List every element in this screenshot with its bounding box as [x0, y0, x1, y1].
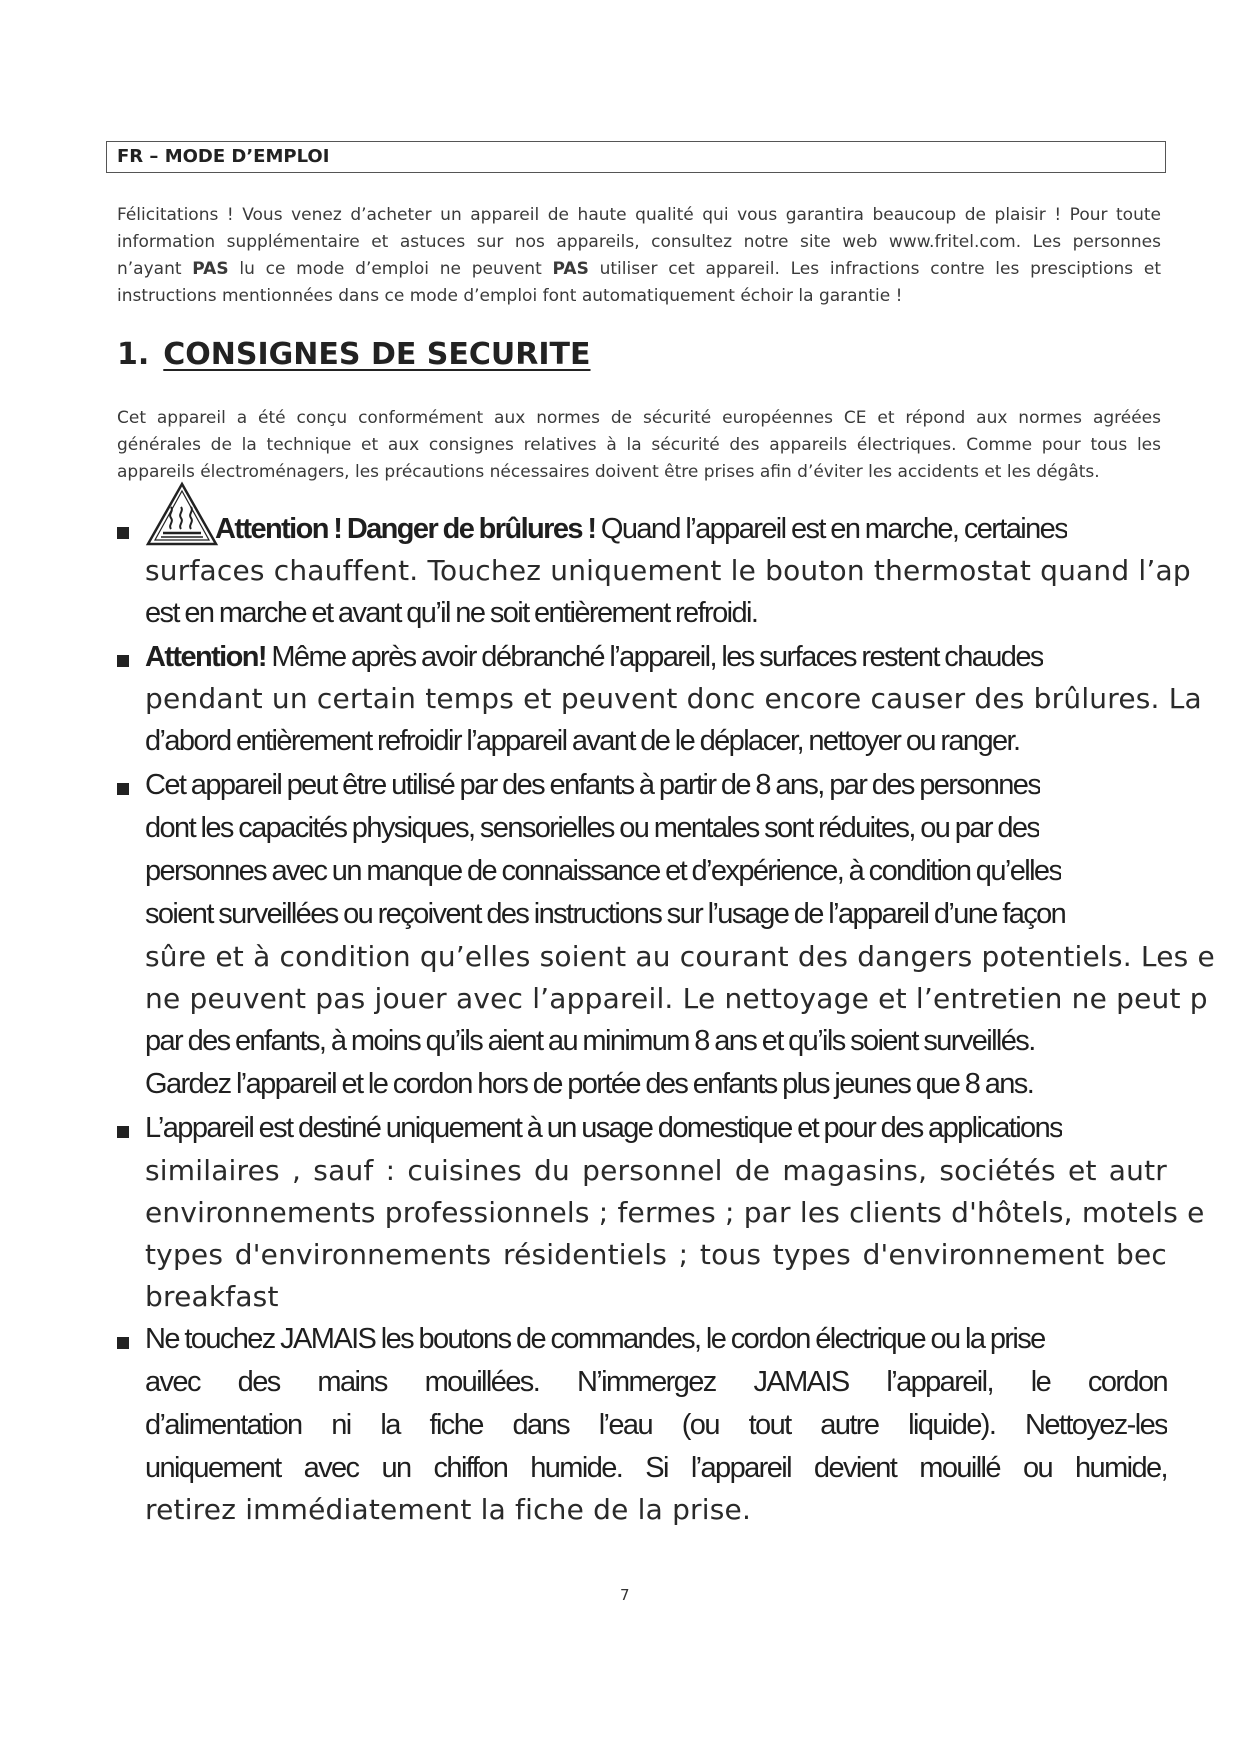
bullet-3-line: dont les capacités physiques, sensorielles ou mentales sont réduites, ou par des — [145, 812, 1040, 844]
bullet-4-line: similaires , sauf : cuisines du personnel de magasins, sociétés et autr — [145, 1154, 1167, 1187]
section-number: 1. — [117, 337, 150, 372]
bullet-2-line: Attention! Même après avoir débranché l’appareil, les surfaces restent chaudes — [145, 641, 1043, 673]
safety-intro-line: générales de la technique et aux consignes relatives à la sécurité des appareils électriques. Comme pour tous les — [117, 435, 1161, 455]
bullet-4-line: breakfast — [145, 1280, 279, 1313]
bullet-marker — [117, 783, 129, 795]
bullet-3-line: par des enfants, à moins qu’ils aient au minimum 8 ans et qu’ils soient surveillés. — [145, 1025, 1035, 1057]
bullet-5-line: Ne touchez JAMAIS les boutons de commandes, le cordon électrique ou la prise — [145, 1323, 1045, 1355]
page-number: 7 — [620, 1586, 630, 1604]
bullet-3-line: personnes avec un manque de connaissance et d’expérience, à condition qu’elles — [145, 855, 1062, 887]
bullet-marker — [117, 527, 129, 539]
hot-surface-warning-icon — [145, 481, 219, 547]
bullet-2-line: d’abord entièrement refroidir l’appareil avant de le déplacer, nettoyer ou ranger. — [145, 725, 1020, 757]
safety-intro-line: appareils électroménagers, les précautions nécessaires doivent être prises afin d’éviter les accidents et les dégâts. — [117, 462, 1100, 482]
intro-line: instructions mentionnées dans ce mode d’emploi font automatiquement échoir la garantie ! — [117, 286, 903, 306]
bullet-5-line: retirez immédiatement la fiche de la prise. — [145, 1493, 752, 1526]
emphasis: PAS — [552, 259, 589, 279]
bullet-3-line: Cet appareil peut être utilisé par des enfants à partir de 8 ans, par des personnes — [145, 769, 1041, 801]
safety-intro-line: Cet appareil a été conçu conformément aux normes de sécurité européennes CE et répond aux normes agréées — [117, 408, 1161, 428]
safety-intro-paragraph — [117, 405, 1161, 486]
bullet-3-line: Gardez l’appareil et le cordon hors de portée des enfants plus jeunes que 8 ans. — [145, 1068, 1034, 1100]
bullet-5-line: d’alimentation ni la fiche dans l’eau (ou tout autre liquide). Nettoyez-les — [145, 1409, 1167, 1441]
intro-line: Félicitations ! Vous venez d’acheter un appareil de haute qualité qui vous garantira beaucoup de plaisir ! Pour toute — [117, 205, 1161, 225]
bullet-3-line: ne peuvent pas jouer avec l’appareil. Le nettoyage et l’entretien ne peut p — [145, 982, 1208, 1015]
bullet-3-line: sûre et à condition qu’elles soient au courant des dangers potentiels. Les e — [145, 940, 1215, 973]
bullet-1-line: Attention ! Danger de brûlures ! Quand l’appareil est en marche, certaines — [215, 513, 1068, 545]
intro-paragraph — [117, 202, 1161, 310]
bullet-marker — [117, 1337, 129, 1349]
bullet-3-line: soient surveillées ou reçoivent des instructions sur l’usage de l’appareil d’une façon — [145, 898, 1066, 930]
bullet-4-line: environnements professionnels ; fermes ; par les clients d'hôtels, motels e — [145, 1196, 1205, 1229]
intro-line: information supplémentaire et astuces sur nos appareils, consultez notre site web www.fritel.com. Les personnes — [117, 232, 1161, 252]
bullet-4-line: types d'environnements résidentiels ; tous types d'environnement bec — [145, 1238, 1167, 1271]
bullet-1-line: est en marche et avant qu’il ne soit entièrement refroidi. — [145, 597, 758, 629]
page-header: FR – MODE D’EMPLOI — [106, 141, 1166, 173]
intro-line: n’ayant PAS lu ce mode d’emploi ne peuvent PAS utiliser cet appareil. Les infractions contre les presciptions et — [117, 259, 1161, 279]
bullet-2-line: pendant un certain temps et peuvent donc encore causer des brûlures. La — [145, 682, 1202, 715]
section-heading — [117, 335, 597, 375]
bullet-marker — [117, 1126, 129, 1138]
bullet-5-line: uniquement avec un chiffon humide. Si l’appareil devient mouillé ou humide, — [145, 1452, 1167, 1484]
emphasis: PAS — [192, 259, 229, 279]
bullet-1-line: surfaces chauffent. Touchez uniquement le bouton thermostat quand l’ap — [145, 554, 1191, 587]
bullet-4-line: L’appareil est destiné uniquement à un usage domestique et pour des applications — [145, 1112, 1063, 1144]
bullet-5-line: avec des mains mouillées. N’immergez JAMAIS l’appareil, le cordon — [145, 1366, 1167, 1398]
bullet-marker — [117, 655, 129, 667]
section-title: CONSIGNES DE SECURITE — [163, 337, 591, 372]
